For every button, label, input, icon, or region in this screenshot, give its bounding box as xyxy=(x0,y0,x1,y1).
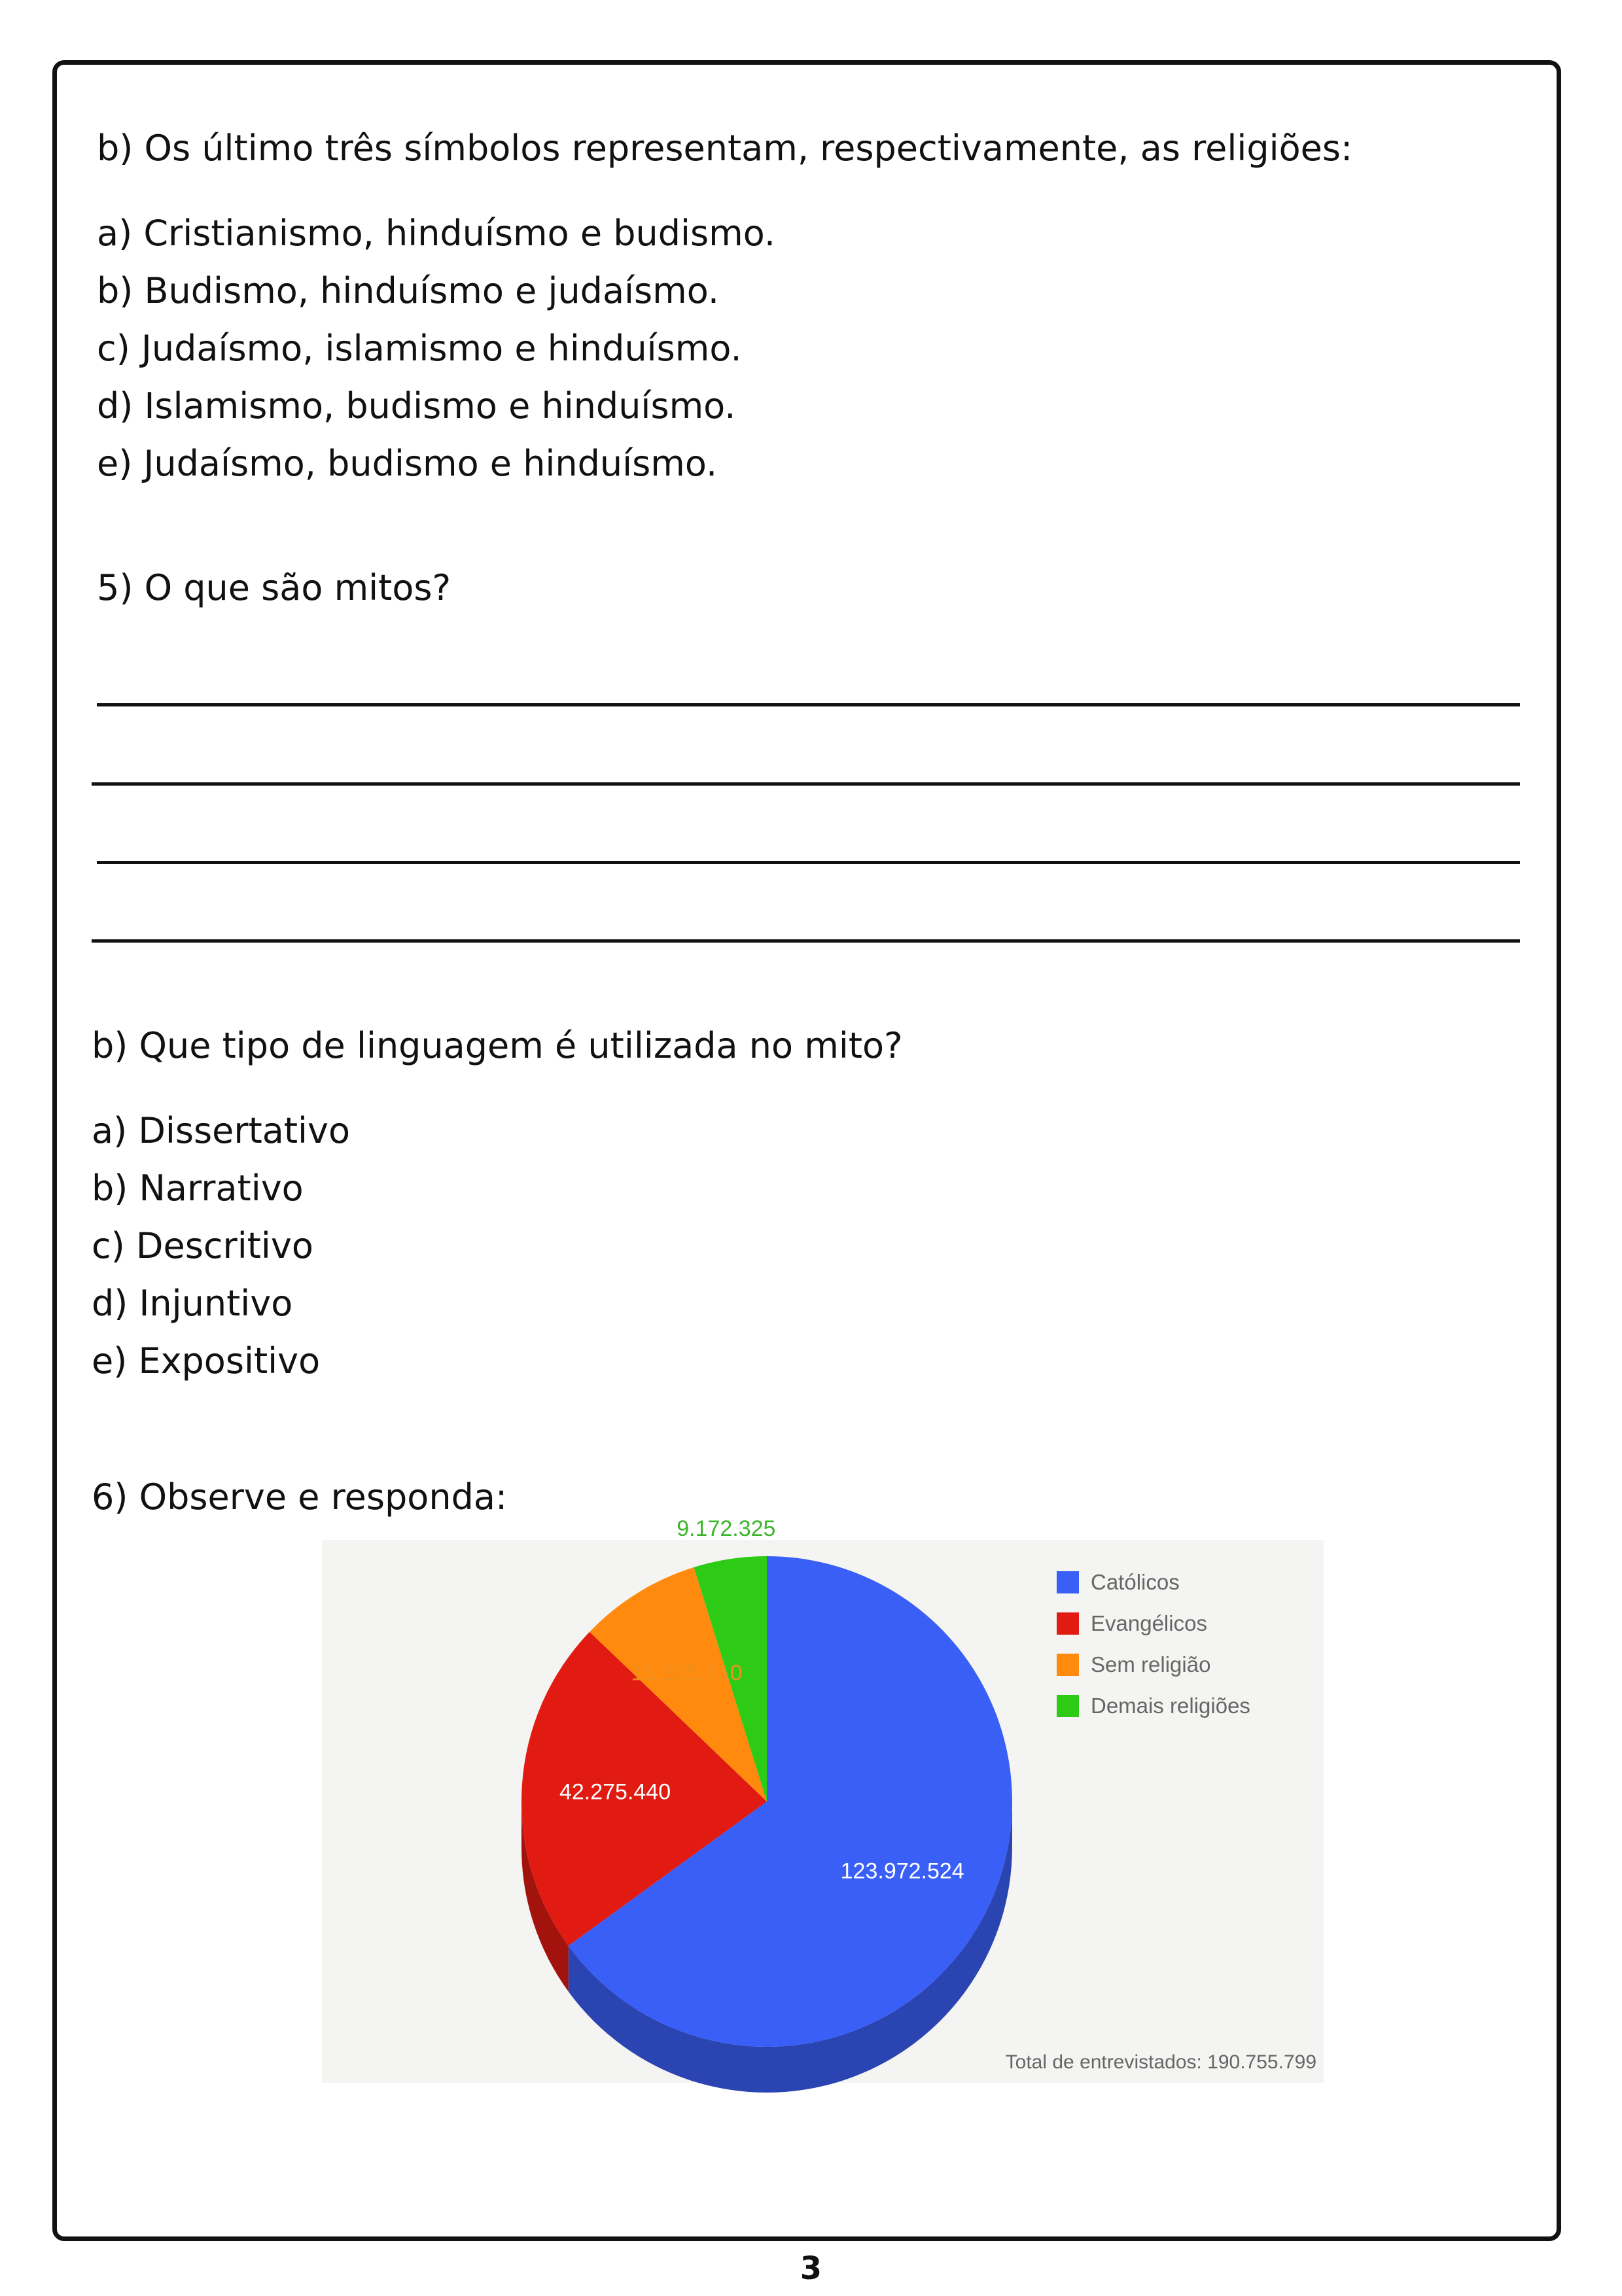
answer-line-1[interactable] xyxy=(97,703,1520,706)
question-5b-prompt: b) Que tipo de linguagem é utilizada no mito? xyxy=(92,1025,903,1066)
pie-value-label-2: 42.275.440 xyxy=(559,1779,671,1805)
legend-label-4: Demais religiões xyxy=(1091,1694,1250,1718)
answer-line-4[interactable] xyxy=(92,939,1520,943)
page-number: 3 xyxy=(800,2250,822,2287)
q5b-option-d: d) Injuntivo xyxy=(92,1283,293,1324)
answer-line-2[interactable] xyxy=(92,782,1520,786)
religion-pie-chart xyxy=(322,1516,1324,2083)
q4b-option-b: b) Budismo, hinduísmo e judaísmo. xyxy=(97,270,720,311)
pie-value-label-3: 15.335.510 xyxy=(631,1660,743,1686)
pie-value-label-4: 9.172.325 xyxy=(677,1516,776,1541)
q4b-option-e: e) Judaísmo, budismo e hinduísmo. xyxy=(97,443,718,484)
q4b-option-d: d) Islamismo, budismo e hinduísmo. xyxy=(97,385,736,426)
legend-swatch-2 xyxy=(1057,1612,1079,1635)
q5b-option-a: a) Dissertativo xyxy=(92,1110,351,1151)
question-6-prompt: 6) Observe e responda: xyxy=(92,1476,508,1518)
legend-label-1: Católicos xyxy=(1091,1570,1180,1594)
legend-swatch-4 xyxy=(1057,1695,1079,1717)
q5b-option-e: e) Expositivo xyxy=(92,1340,321,1382)
chart-total-note: Total de entrevistados: 190.755.799 xyxy=(1005,2051,1316,2073)
question-4b-prompt: b) Os último três símbolos representam, respectivamente, as religiões: xyxy=(97,128,1353,169)
legend-swatch-1 xyxy=(1057,1571,1079,1593)
question-5-prompt: 5) O que são mitos? xyxy=(97,567,451,608)
legend-label-2: Evangélicos xyxy=(1091,1611,1207,1635)
legend-label-3: Sem religião xyxy=(1091,1652,1211,1677)
q5b-option-c: c) Descritivo xyxy=(92,1225,313,1266)
q4b-option-c: c) Judaísmo, islamismo e hinduísmo. xyxy=(97,328,742,369)
q5b-option-b: b) Narrativo xyxy=(92,1168,304,1209)
legend-swatch-3 xyxy=(1057,1654,1079,1676)
pie-value-label-1: 123.972.524 xyxy=(840,1858,964,1884)
answer-line-3[interactable] xyxy=(97,861,1520,864)
q4b-option-a: a) Cristianismo, hinduísmo e budismo. xyxy=(97,213,776,254)
